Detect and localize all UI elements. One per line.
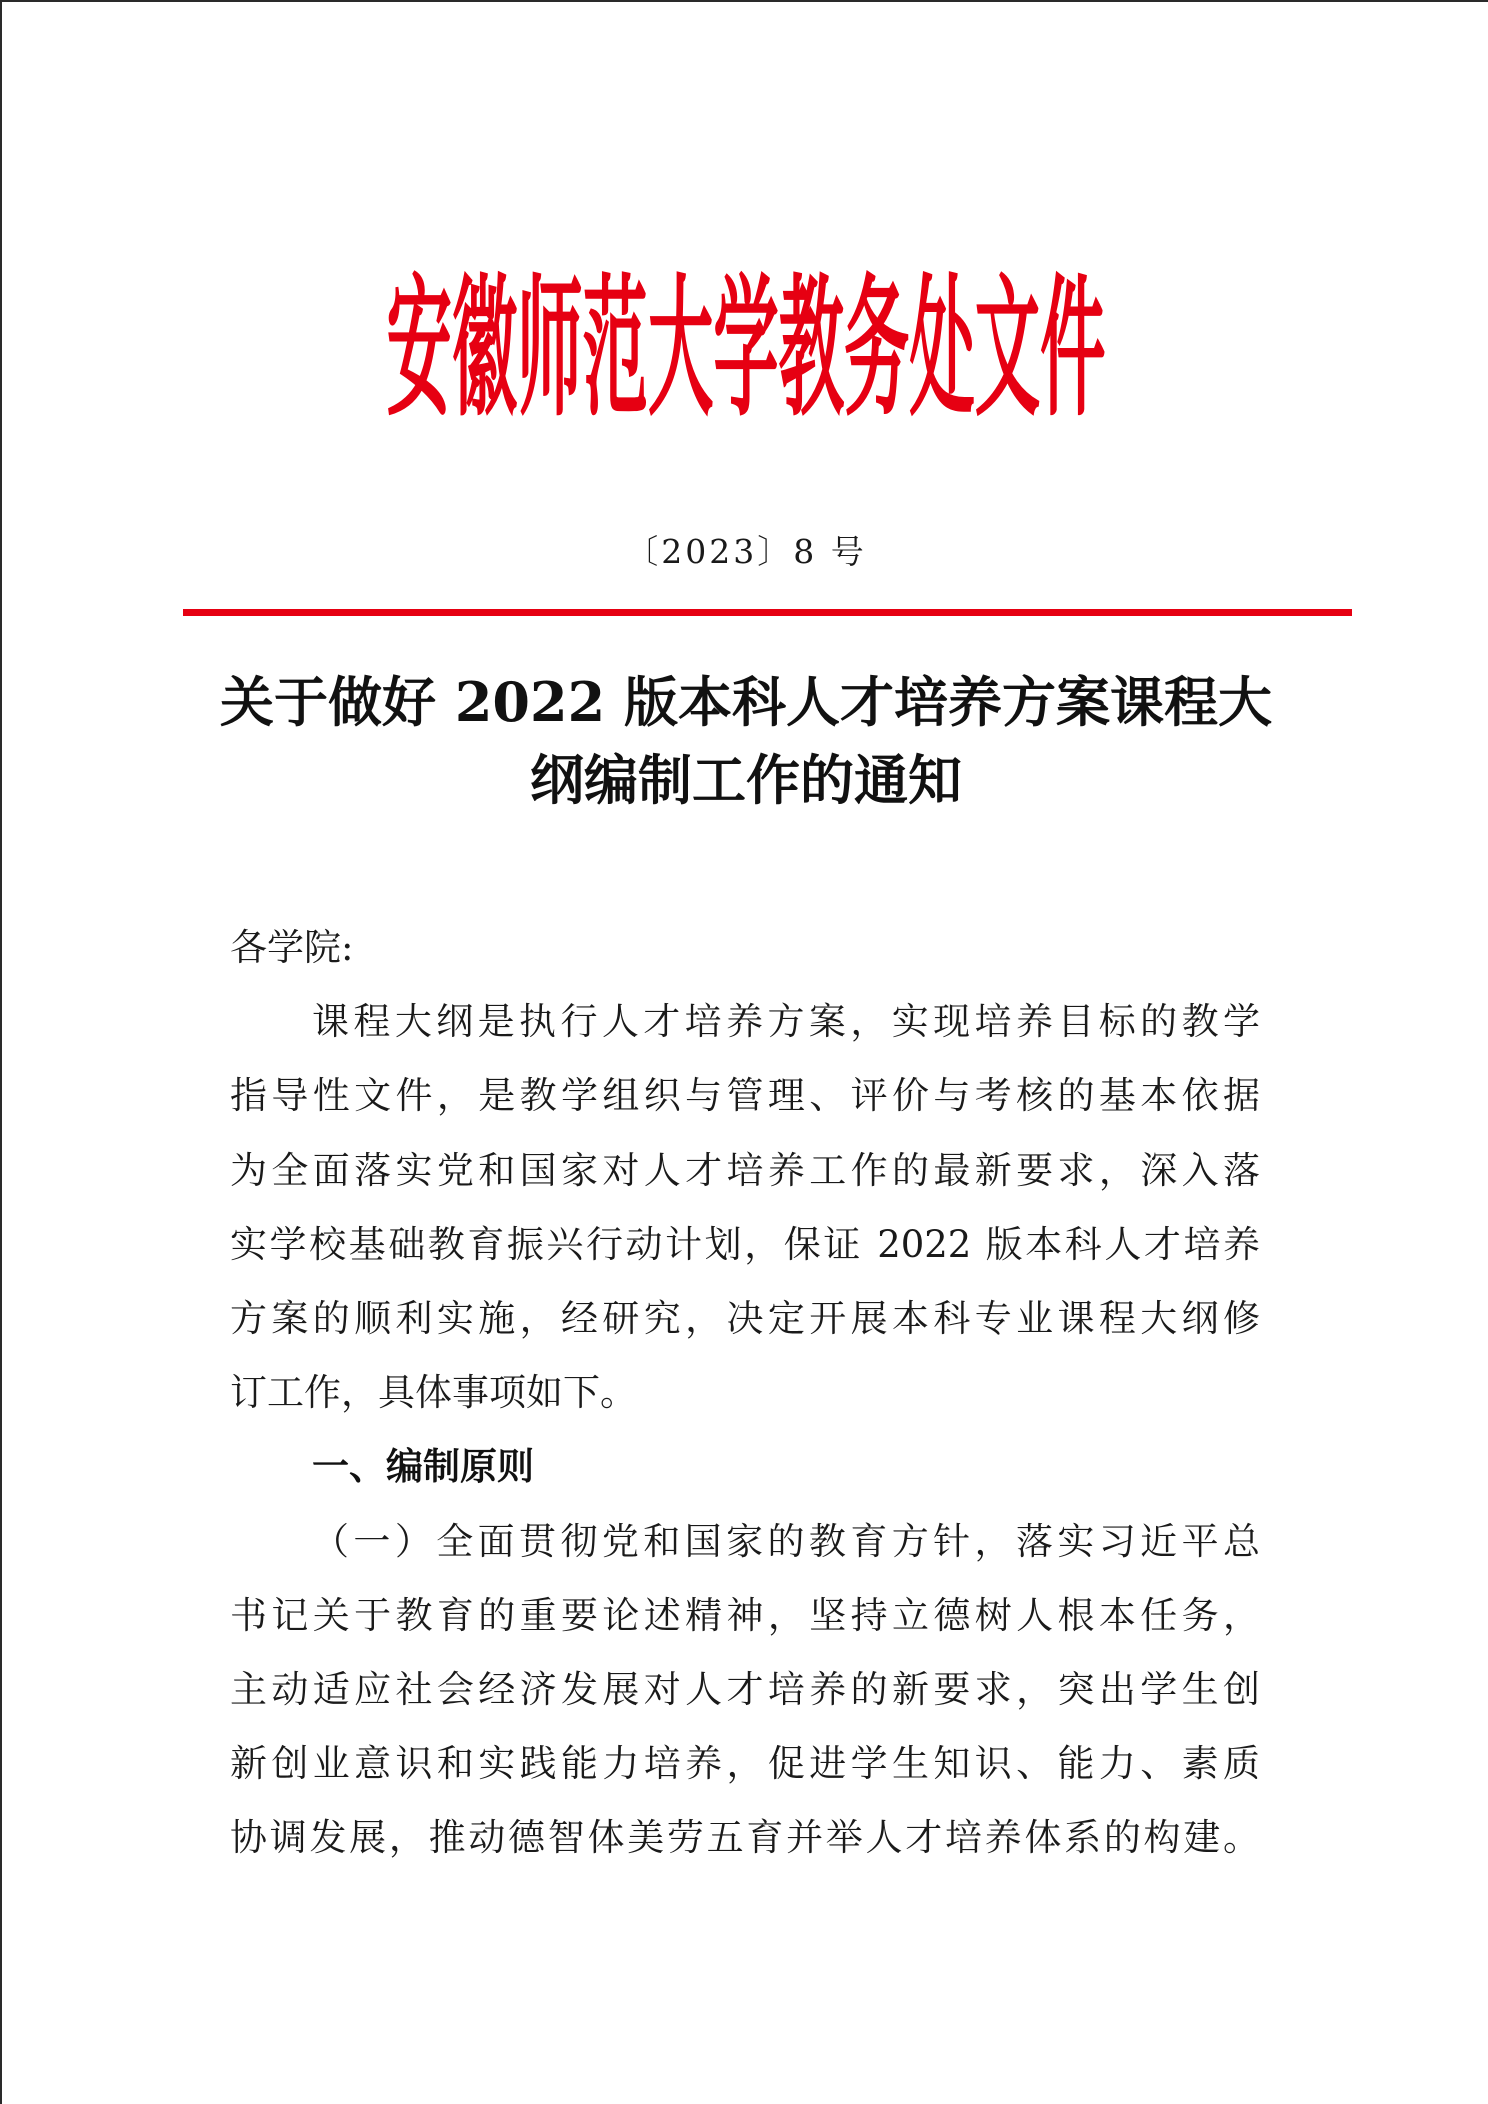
masthead [2,268,1488,428]
org-title: 安徽师范大学教务处文件 [386,268,1106,428]
paragraph-line: 方案的顺利实施，经研究，决定开展本科专业课程大纲修 [230,1296,1260,1340]
notice-title-line: 关于做好 2022 版本科人才培养方案课程大 [220,670,1272,734]
paragraph-line: 书记关于教育的重要论述精神，坚持立德树人根本任务， [230,1593,1260,1637]
section-heading: 一、编制原则 [312,1445,534,1489]
paragraph-line: 为全面落实党和国家对人才培养工作的最新要求，深入落 [230,1148,1260,1192]
paragraph-line: 订工作，具体事项如下。 [230,1371,637,1415]
paragraph-line: 协调发展，推动德智体美劳五育并举人才培养体系的构建。 [230,1816,1260,1860]
paragraph-line: 指导性文件，是教学组织与管理、评价与考核的基本依据 [230,1074,1260,1118]
paragraph-line: 主动适应社会经济发展对人才培养的新要求，突出学生创 [230,1667,1260,1711]
paragraph-line: （一）全面贯彻党和国家的教育方针，落实习近平总 [312,1519,1260,1563]
notice-title [183,663,1309,819]
salutation: 各学院: [230,926,354,969]
notice-title-line: 纲编制工作的通知 [530,748,962,812]
notice-body [230,911,1260,1875]
paragraph-line: 新创业意识和实践能力培养，促进学生知识、能力、素质 [230,1742,1260,1786]
paragraph-line: 课程大纲是执行人才培养方案，实现培养目标的教学 [312,1000,1260,1044]
red-divider [183,609,1352,616]
doc-number: 〔2023〕8 号 [625,532,867,571]
paragraph-line: 实学校基础教育振兴行动计划，保证 2022 版本科人才培养 [230,1222,1260,1266]
